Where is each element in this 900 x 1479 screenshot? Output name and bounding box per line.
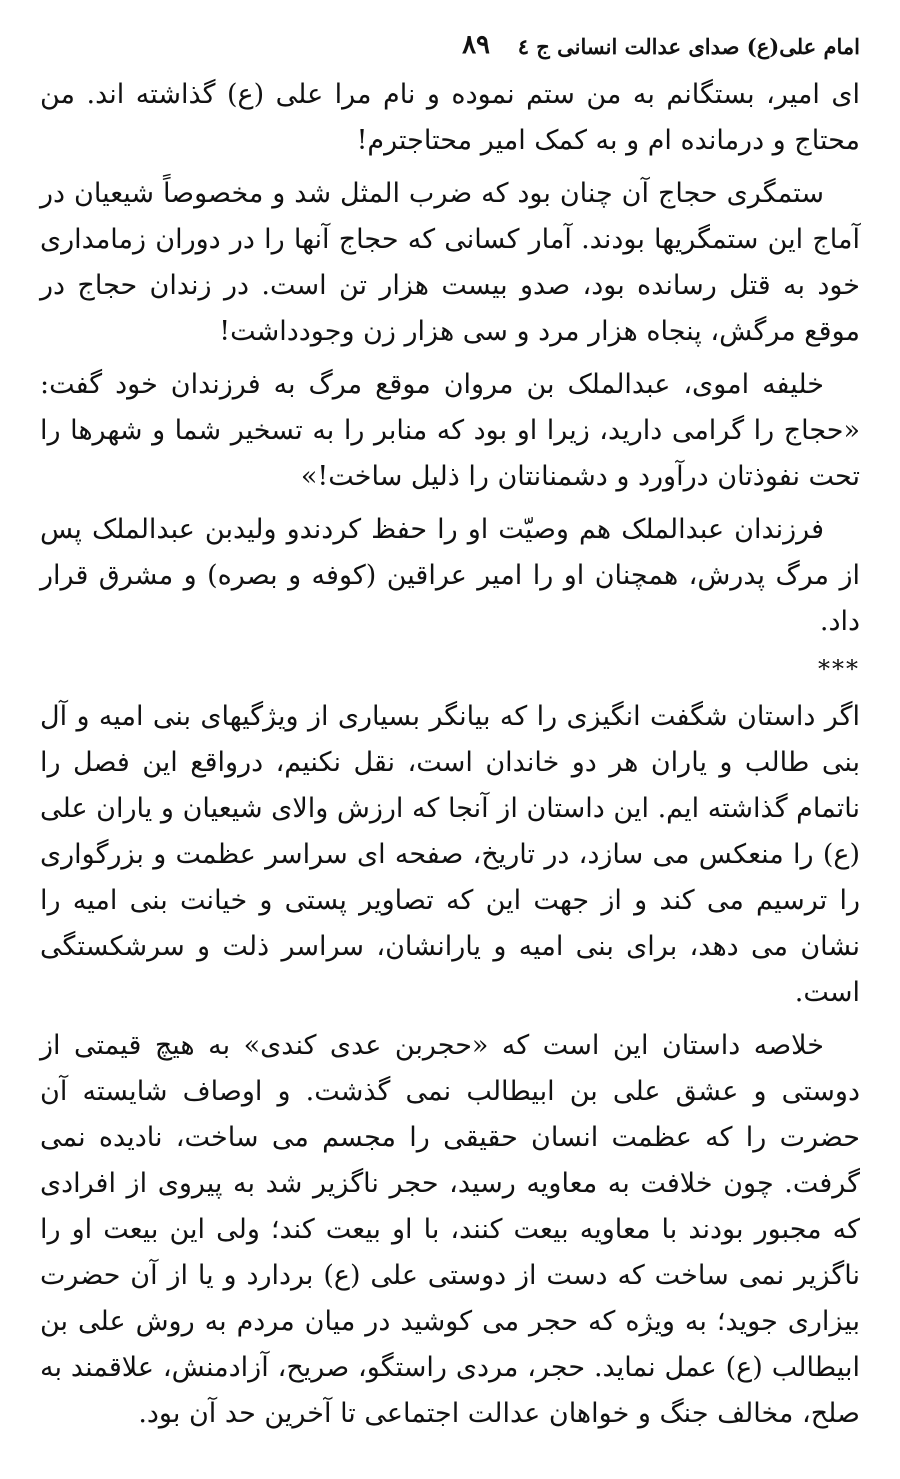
- paragraph: ستمگری حجاج آن چنان بود که ضرب المثل شد و مخصوصاً شیعیان در آماج این ستمگریها بودند. آمار کسانی که حجاج آنها را در دوران زمامداری خود به قتل رسانده بود، صدو بیست هزار تن است. در زندان حجاج در موقع مرگش، پنجاه هزار مرد و سی هزار زن وجودداشت!: [40, 178, 860, 347]
- paragraph: فرزندان عبدالملک هم وصیّت او را حفظ کردندو ولیدبن عبدالملک پس از مرگ پدرش، همچنان او را امیر عراقین (کوفه و بصره) و مشرق قرار داد.: [40, 514, 860, 637]
- running-title: امام علی(ع) صدای عدالت انسانی ج ٤: [517, 34, 860, 59]
- paragraph: ای امیر، بستگانم به من ستم نموده و نام مرا علی (ع) گذاشته اند. من محتاج و درمانده ام و به کمک امیر محتاجترم!: [40, 79, 860, 156]
- paragraph: خلیفه اموی، عبدالملک بن مروان موقع مرگ به فرزندان خود گفت: «حجاج را گرامی دارید، زیرا او بود که منابر را به تسخیر شما و شهرها را تحت نفوذتان درآورد و دشمنانتان را ذلیل ساخت!»: [40, 369, 860, 492]
- page-number: ٨٩: [462, 30, 490, 60]
- paragraph: اگر داستان شگفت انگیزی را که بیانگر بسیاری از ویژگیهای بنی امیه و آل بنی طالب و یاران هر دو خاندان است، نقل نکنیم، درواقع این فصل را ناتمام گذاشته ایم. این داستان از آنجا که ارزش والای شیعیان و یاران علی (ع) را منعکس می سازد، در تاریخ، صفحه ای سراسر عظمت و بزرگواری را ترسیم می کند و از جهت این که تصاویر پستی و خیانت بنی امیه را نشان می دهد، برای بنی امیه و یارانشان، سراسر ذلت و سرشکستگی است.: [40, 701, 860, 1008]
- book-page: [40, 30, 860, 1444]
- paragraph: خلاصه داستان این است که «حجربن عدی کندی» به هیچ قیمتی از دوستی و عشق علی بن ابیطالب نمی گذشت. و اوصاف شایسته آن حضرت را که عظمت انسان حقیقی را مجسم می ساخت، نادیده نمی گرفت. چون خلافت به معاویه رسید، حجر ناگزیر شد به پیروی از افرادی که مجبور بودند با معاویه بیعت کنند، با او بیعت کند؛ ولی این بیعت او را ناگزیر نمی ساخت که دست از دوستی علی (ع) بردارد و یا از آن حضرت بیزاری جوید؛ به ویژه که حجر می کوشید در میان مردم به روش علی بن ابیطالب (ع) عمل نماید. حجر، مردی راستگو، صریح، آزادمنش، علاقمند به صلح، مخالف جنگ و خواهان عدالت اجتماعی تا آخرین حد آن بود.: [40, 1030, 860, 1429]
- page-header: [40, 30, 860, 72]
- section-separator: ***: [818, 655, 860, 683]
- page-body: [40, 72, 860, 1437]
